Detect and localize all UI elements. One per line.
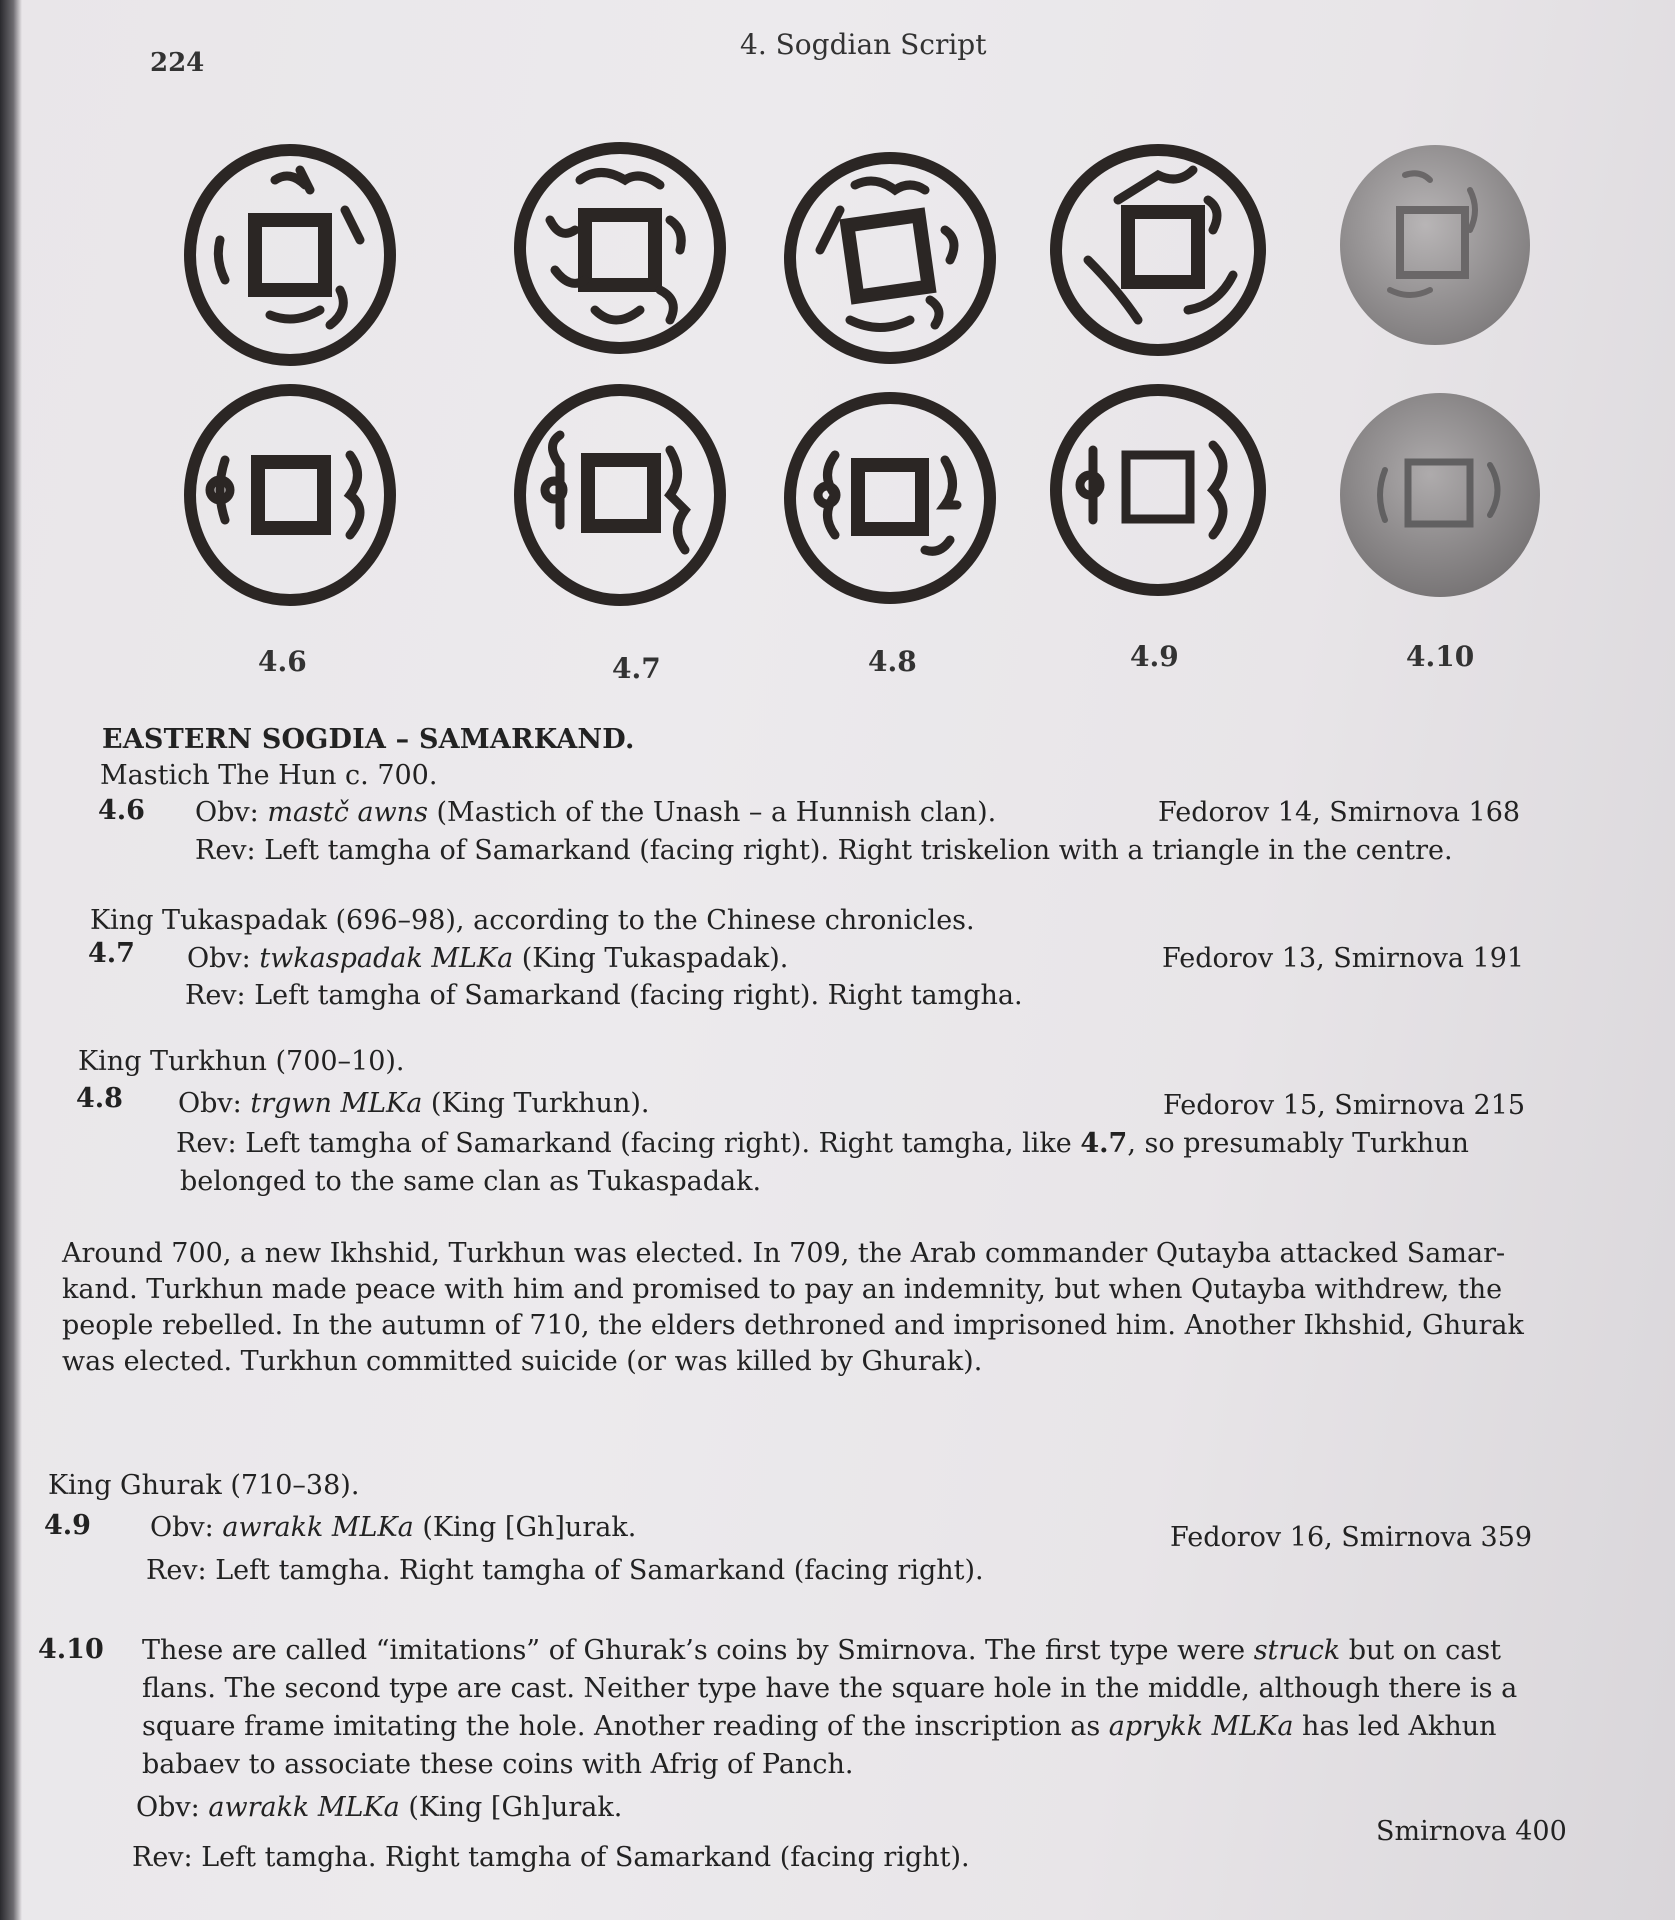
coin-4-10-reverse-photo [1330,380,1550,610]
legend-4-8: trgwn MLKa [250,1088,423,1119]
reverse-4-7: Rev: Left tamgha of Samarkand (facing right). Right tamgha. [185,980,1023,1011]
legend-4-7: twkaspadak MLKa [259,943,514,974]
coin-4-6-reverse [180,380,400,610]
coin-4-7-obverse [510,140,730,370]
legend-4-6: mastč awns [267,797,428,828]
ruler-tukaspadak: King Tukaspadak (696–98), according to the Chinese chronicles. [90,905,975,936]
coin-4-8-obverse [780,140,1000,370]
coin-obverse-row [180,140,1580,390]
coin-label-4-8: 4.8 [868,645,917,678]
coin-4-9-obverse [1048,140,1268,370]
ruler-mastich: Mastich The Hun c. 700. [100,760,438,791]
book-spine-shadow [0,0,22,1920]
reverse-4-10: Rev: Left tamgha. Right tamgha of Samarkand (facing right). [132,1842,970,1873]
reverse-4-8: Rev: Left tamgha of Samarkand (facing right). Right tamgha, like 4.7, so presumably Turkhun [176,1128,1469,1159]
obverse-4-10: Obv: awrakk MLKa (King [Gh]urak. [136,1792,623,1823]
reference-4-9: Fedorov 16, Smirnova 359 [1170,1522,1533,1553]
section-title: EASTERN SOGDIA – SAMARKAND. [102,724,635,755]
imitations-paragraph: These are called “imitations” of Ghurak’s coins by Smirnova. The first type were struck but on cast flans. The second type are cast. Neither type have the square hole in the middle, although there is a square frame imitating the hole. Another reading of the inscription as aprykk MLKa has led Akhun babaev to associate these coins with Afrig of Panch. [142,1635,1518,1780]
entry-number-4-9: 4.9 [44,1510,91,1541]
coin-4-10-obverse-photo [1330,140,1550,370]
reference-4-10: Smirnova 400 [1376,1816,1567,1847]
coin-4-8-reverse [780,380,1000,610]
coin-4-7-reverse [510,380,730,610]
coin-label-4-6: 4.6 [258,645,307,678]
obverse-4-8: Obv: trgwn MLKa (King Turkhun). [178,1088,650,1119]
entry-number-4-10: 4.10 [38,1634,104,1665]
ruler-turkhun: King Turkhun (700–10). [78,1046,405,1077]
running-head: 4. Sogdian Script [740,28,987,61]
ruler-ghurak: King Ghurak (710–38). [48,1470,360,1501]
coin-reverse-row [180,380,1580,630]
entry-number-4-6: 4.6 [98,795,145,826]
coin-label-4-10: 4.10 [1406,640,1475,673]
coin-label-4-9: 4.9 [1130,640,1179,673]
reference-4-7: Fedorov 13, Smirnova 191 [1162,943,1525,974]
legend-4-10: awrakk MLKa [208,1792,400,1823]
coin-label-4-7: 4.7 [612,652,661,685]
reverse-4-6: Rev: Left tamgha of Samarkand (facing right). Right triskelion with a triangle in the centre. [195,835,1453,866]
legend-4-9: awrakk MLKa [222,1512,414,1543]
reference-4-8: Fedorov 15, Smirnova 215 [1163,1090,1526,1121]
obverse-4-9: Obv: awrakk MLKa (King [Gh]urak. [150,1512,637,1543]
reverse-4-9: Rev: Left tamgha. Right tamgha of Samarkand (facing right). [146,1555,984,1586]
reverse-4-8-continued: belonged to the same clan as Tukaspadak. [180,1166,762,1197]
coin-4-6-obverse [180,140,400,370]
entry-number-4-7: 4.7 [88,938,135,969]
page-number: 224 [150,48,205,78]
obverse-4-6: Obv: mastč awns (Mastich of the Unash – a Hunnish clan). [195,797,997,828]
obverse-4-7: Obv: twkaspadak MLKa (King Tukaspadak). [187,943,789,974]
entry-number-4-8: 4.8 [76,1083,123,1114]
reference-4-6: Fedorov 14, Smirnova 168 [1158,797,1521,828]
history-paragraph: Around 700, a new Ikhshid, Turkhun was elected. In 709, the Arab commander Qutayba attacked Samar- kand. Turkhun made peace with him and promised to pay an indemnity, but when Qutayba withdrew, the people rebelled. In the autumn of 710, the elders dethroned and imprisoned him. Another Ikhshid, Ghurak was elected. Turkhun committed suicide (or was killed by Ghurak). [62,1238,1524,1377]
coin-4-9-reverse [1048,380,1268,610]
